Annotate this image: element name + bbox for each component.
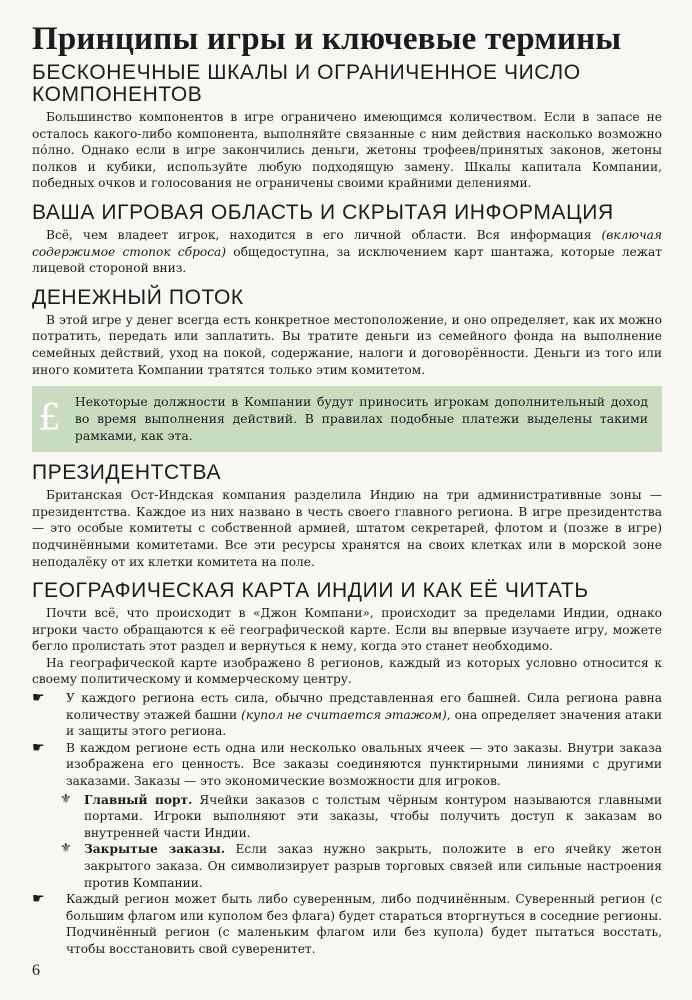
list-item: ☛ Каждый регион может быть либо суверенным, либо подчинённым. Суверенный регион (с большим флагом или куполом без флага) будет стараться вторгнуться в соседние регионы. Подчинённый регион (с маленьким флагом или без купола) будет пытаться восстать, чтобы восстановить свой суверенитет. xyxy=(32,891,662,956)
section-text: Большинство компонентов в игре ограничено имеющимся количеством. Если в запасе не осталось какого-либо компонента, выполняйте связанные с ним действия насколько возможно пóлно. Однако если в игре закончились деньги, жетоны трофеев/принятых законов, жетоны полков и кубики, используйте любую подходящую замену. Шкалы капитала Компании, победных очков и голосования не ограничены своими крайними делениями. xyxy=(32,110,662,191)
section-infinite-tracks xyxy=(32,62,662,192)
section-heading: ВАША ИГРОВАЯ ОБЛАСТЬ И СКРЫТАЯ ИНФОРМАЦИЯ xyxy=(32,200,614,224)
section-presidencies xyxy=(32,462,662,570)
list-item: ⚜ Закрытые заказы. Если заказ нужно закрыть, положите в его ячейку жетон закрытого заказа. Он символизирует разрыв торговых связей или сильные настроения против Компании. xyxy=(60,841,662,890)
section-money-flow xyxy=(32,287,662,452)
section-text: Британская Ост-Индская компания разделила Индию на три административные зоны — президентства. Каждое из них названо в честь своего главного региона. В игре президентства — это особые комитеты с собственной армией, штатом секретарей, флотом и (позже в игре) подчинёнными комитетами. Все эти ресурсы хранятся на своих клетках или в морской зоне неподалёку от их клетки комитета на поле. xyxy=(32,488,662,569)
pointing-hand-icon: ☛ xyxy=(32,891,45,908)
bullet-list xyxy=(32,690,662,958)
section-geographic-map xyxy=(32,580,662,957)
callout-text: Некоторые должности в Компании будут приносить игрокам дополнительный доход во время выполнения действий. В правилах подобные платежи выделены такими рамками, как эта. xyxy=(74,394,648,444)
fleur-icon: ⚜ xyxy=(60,791,72,807)
sub-list xyxy=(32,792,662,892)
list-item: ⚜ Главный порт. Ячейки заказов с толстым чёрным контуром называются главными портами. Игроки выполняют эти заказы, чтобы получить доступ к заказам во внутренней части Индии. xyxy=(60,791,663,840)
fleur-icon: ⚜ xyxy=(60,841,72,857)
section-text: В этой игре у денег всегда есть конкретное местоположение, и оно определяет, как их можно потратить, передать или заплатить. Вы тратите деньги из семейного фонда на выполнение семейных действий, уход на покой, содержание, налоги и договорённости. Деньги из того или иного комитета Компании тратятся только этим комитетом. xyxy=(32,312,662,377)
pointing-hand-icon: ☛ xyxy=(32,690,45,707)
section-player-area xyxy=(32,202,662,277)
section-text: На географической карте изображено 8 регионов, каждый из которых условно относится к своему политическому и коммерческому центру. xyxy=(32,655,662,687)
pointing-hand-icon: ☛ xyxy=(32,739,45,756)
pound-icon: £ xyxy=(38,397,61,439)
list-item: ☛ В каждом регионе есть одна или несколько овальных ячеек — это заказы. Внутри заказа изображена его ценность. Все заказы соединяются пунктирными линиями с другими заказами. Заказы — это экономические возможности для игроков. ⚜ Главный порт. Ячейки заказов с толстым чёрным контуром называются главными портами. Игроки выполняют эти заказы, чтобы получить доступ к заказам во внутренней части Индии. ⚜ Закрытые заказы. Если заказ нужно закрыть, положите в его ячейку жетон закрытого заказа. Он символизирует разрыв торговых связей или сильные настроения против Компании. xyxy=(32,739,663,890)
section-text: Почти всё, что происходит в «Джон Компани», происходит за пределами Индии, однако игроки часто обращаются к её географической карте. Если вы впервые изучаете игру, можете бегло пролистать этот раздел и вернуться к нему, когда это станет необходимо. xyxy=(32,606,662,654)
page-title: Принципы игры и ключевые термины xyxy=(32,21,622,57)
callout-box xyxy=(32,386,662,452)
section-heading: ДЕНЕЖНЫЙ ПОТОК xyxy=(32,285,244,309)
section-heading: БЕСКОНЕЧНЫЕ ШКАЛЫ И ОГРАНИЧЕННОЕ ЧИСЛО КОМПОНЕНТОВ xyxy=(32,61,581,106)
section-heading: ПРЕЗИДЕНТСТВА xyxy=(32,461,222,485)
list-item: ☛ У каждого региона есть сила, обычно представленная его башней. Сила региона равна количеству этажей башни (купол не считается этажом), она определяет значения атаки и защиты этого региона. xyxy=(32,690,663,739)
page-number: 6 xyxy=(32,962,40,979)
section-text: Всё, чем владеет игрок, находится в его личной области. Вся информация (включая содержимое стопок сброса) общедоступна, за исключением карт шантажа, которые лежат лицевой стороной вниз. xyxy=(32,227,662,276)
section-heading: ГЕОГРАФИЧЕСКАЯ КАРТА ИНДИИ И КАК ЕЁ ЧИТАТЬ xyxy=(32,579,589,603)
